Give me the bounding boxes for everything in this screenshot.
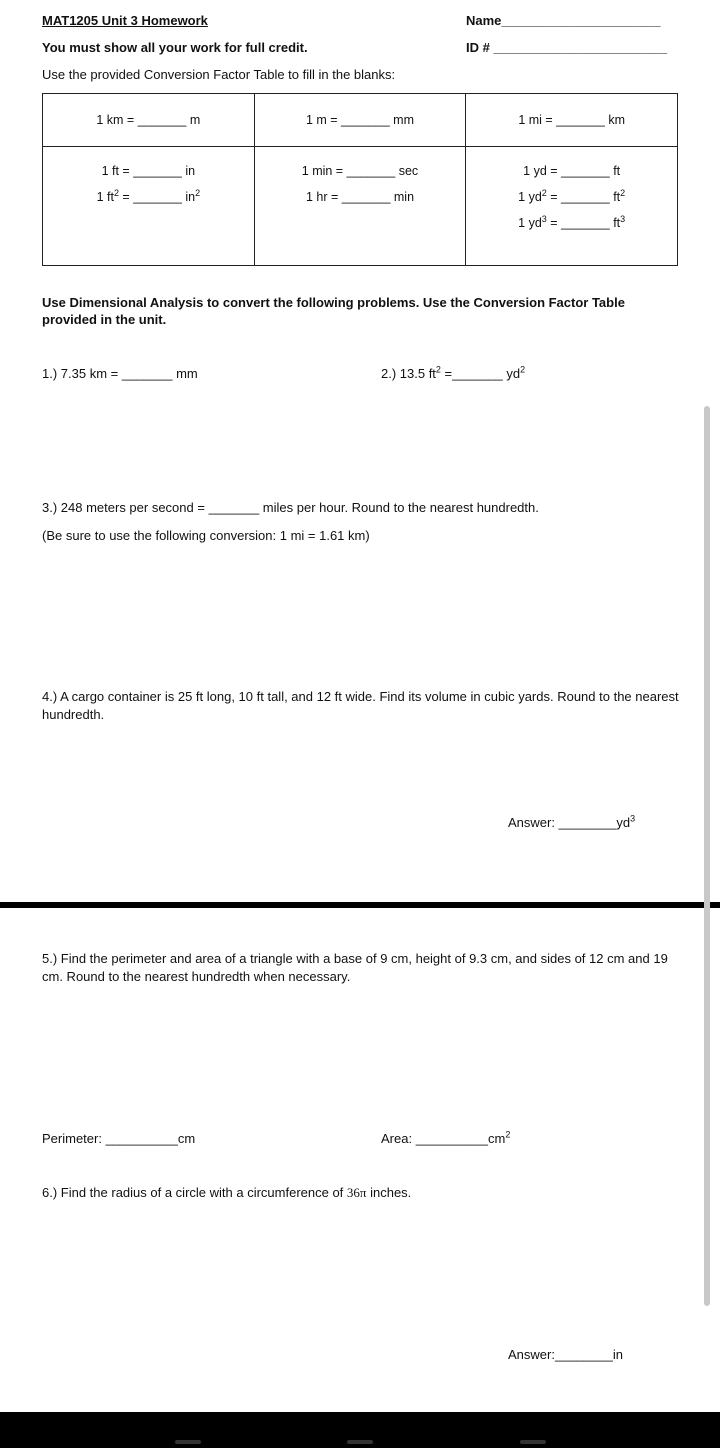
table-cell-km-m: 1 km = _______ m (43, 94, 255, 147)
page-divider (0, 902, 720, 908)
table-cell-feet (43, 147, 255, 266)
yd2-ft2-conversion: 1 $yd^2$ = _______ $ft^2$ (518, 187, 626, 204)
table-cell-mi-km: 1 mi = _______ km (466, 94, 678, 147)
problem-6-answer: Answer:________in (508, 1347, 623, 1362)
name-field-label: Name______________________ (466, 13, 661, 28)
problem-4-answer: Answer: $\_\_\_\_\_\_\_\_yd^3$ (508, 813, 636, 830)
ft-in-conversion: 1 ft = _______ in (101, 164, 196, 178)
problem-5-perimeter: Perimeter: __________cm (42, 1131, 196, 1146)
yd-ft-conversion: 1 yd = _______ ft (523, 164, 621, 178)
problem-2: 2.) 13.5 $ft^2$ =_______ $yd^2$ (381, 364, 526, 381)
yd3-ft3-conversion: 1 $yd^3$ = _______ $ft^3$ (518, 213, 626, 230)
problem-5: 5.) Find the perimeter and area of a triangle with a base of 9 cm, height of 9.3 cm, and sides of 12 cm and 19 cm. Round to the nearest hundredth when necessary. (42, 951, 668, 984)
dimensional-analysis-instructions: Use Dimensional Analysis to convert the following problems. Use the Conversion Factor Table provided in the unit. (42, 295, 625, 327)
ft2-in2-conversion: 1 $ft^2$ = _______ $in^2$ (96, 187, 201, 204)
table-cell-yards (466, 147, 678, 266)
back-icon[interactable] (520, 1440, 546, 1444)
problem-6: 6.) Find the radius of a circle with a circumference of 36π inches. (42, 1185, 412, 1200)
problem-1: 1.) 7.35 km = _______ mm (42, 366, 198, 381)
problem-3: 3.) 248 meters per second = _______ miles per hour. Round to the nearest hundredth. (42, 500, 539, 515)
min-sec-conversion: 1 min = _______ sec (301, 164, 419, 178)
scrollbar[interactable] (704, 406, 710, 1306)
hr-min-conversion: 1 hr = _______ min (305, 190, 415, 204)
problem-5-area: Area: $\_\_\_\_\_\_\_\_\_\_cm^2$ (381, 1129, 511, 1146)
assignment-title: MAT1205 Unit 3 Homework (42, 13, 208, 28)
id-field-label: ID # ________________________ (466, 40, 667, 55)
table-cell-time (254, 147, 466, 266)
conversion-factor-table (42, 93, 678, 266)
recent-apps-icon[interactable] (175, 1440, 201, 1444)
problem-4: 4.) A cargo container is 25 ft long, 10 ft tall, and 12 ft wide. Find its volume in cubic yards. Round to the nearest hundredth. (42, 689, 679, 722)
table-instructions: Use the provided Conversion Factor Table to fill in the blanks: (42, 67, 396, 82)
table-cell-m-mm: 1 m = _______ mm (254, 94, 466, 147)
home-icon[interactable] (347, 1440, 373, 1444)
work-instructions: You must show all your work for full credit. (42, 40, 308, 55)
problem-3-note: (Be sure to use the following conversion: 1 mi = 1.61 km) (42, 528, 370, 543)
